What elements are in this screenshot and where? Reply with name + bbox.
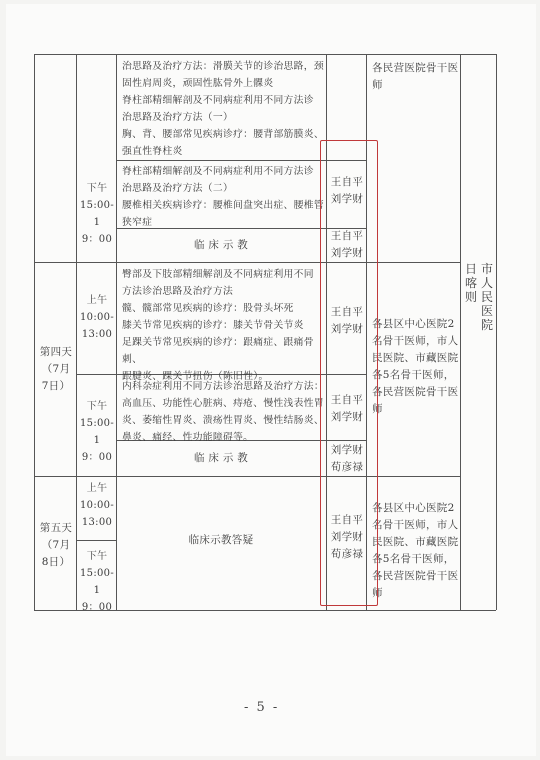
time-cell: 下午 15:00-1 9：00 <box>80 183 114 245</box>
table-border-right <box>496 54 497 610</box>
faculty-cell: 各县区中心医院2 名骨干医师，市人 民医院、市藏医院 各5名骨干医师， 各民营医院骨干医 师 <box>372 318 459 415</box>
table-border-left <box>34 54 35 610</box>
day-label: 第五天 （7月 8日） <box>39 522 73 568</box>
time-cell: 上午 10:00- 13:00 <box>80 483 114 528</box>
highlight-box <box>320 140 378 606</box>
row-divider-5 <box>76 540 116 541</box>
col-divider-time <box>116 54 117 610</box>
content-cell: 临 床 示 教 <box>193 239 249 251</box>
content-cell: 临床示教答疑 <box>188 534 254 546</box>
content-cell: 治思路及治疗方法：滑膜关节的诊治思路，颈 固性肩周炎，顽固性肱骨外上髁炎 脊柱部精细解剖及不同病症利用不同方法诊 治思路及治疗方法（一） 胸、背、腰部常见疾病诊疗：腰背部筋膜炎、 强直性脊柱炎 <box>122 61 324 157</box>
col-divider-day <box>76 54 77 610</box>
teacher-cell: 王自平 刘学财 <box>330 176 364 205</box>
venue-cell-col1: 日 喀 则 <box>464 262 477 304</box>
teacher-cell: 王自平 刘学财 <box>330 230 364 259</box>
content-cell: 臀部及下肢部精细解剖及不同病症利用不同 方法诊治思路及治疗方法 髋、髋部常见疾病的诊疗：股骨头坏死 膝关节常见疾病的诊疗：膝关节骨关节炎 足踝关节常见疾病的诊疗：跟痛症、跟痛骨刺、 跟腱炎、踝关节扭伤（陈旧性）。 <box>122 269 314 382</box>
venue-cell-col2: 市 人 民 医 院 <box>480 262 493 332</box>
content-cell: 脊柱部精细解剖及不同病症利用不同方法诊 治思路及治疗方法（二） 腰椎相关疾病诊疗：腰椎间盘突出症、腰椎管 狭窄症 <box>122 166 324 228</box>
teacher-cell: 王自平 刘学财 <box>330 306 364 335</box>
time-cell: 下午 15:00-1 9：00 <box>80 551 114 613</box>
day-label: 第四天 （7月 7日） <box>39 346 73 392</box>
table-border-top <box>34 54 496 55</box>
row-divider-day5 <box>34 476 460 477</box>
content-cell: 内科杂症利用不同方法诊治思路及治疗方法： 高血压、功能性心脏病、痔疮、慢性浅表性胃 炎、萎缩性胃炎、溃疡性胃炎、慢性结肠炎、 鼻炎、痛经、性功能障碍等。 <box>122 381 324 443</box>
teacher-cell: 刘学财 荀彦禄 <box>330 444 364 473</box>
row-divider-day4 <box>34 262 460 263</box>
teacher-cell: 王自平 刘学财 <box>330 394 364 423</box>
content-cell: 临 床 示 教 <box>193 452 249 464</box>
faculty-cell: 各县区中心医院2 名骨干医师，市人 民医院、市藏医院 各5名骨干医师， 各民营医院骨干医 师 <box>372 502 459 599</box>
faculty-cell: 各民营医院骨干医 师 <box>372 62 459 91</box>
page-number: - 5 - <box>244 700 280 715</box>
time-cell: 下午 15:00-1 9：00 <box>80 401 114 463</box>
col-divider-faculty <box>460 54 461 610</box>
time-cell: 上午 10:00- 13:00 <box>80 295 114 340</box>
teacher-cell: 王自平 刘学财 荀彦禄 <box>330 514 364 560</box>
